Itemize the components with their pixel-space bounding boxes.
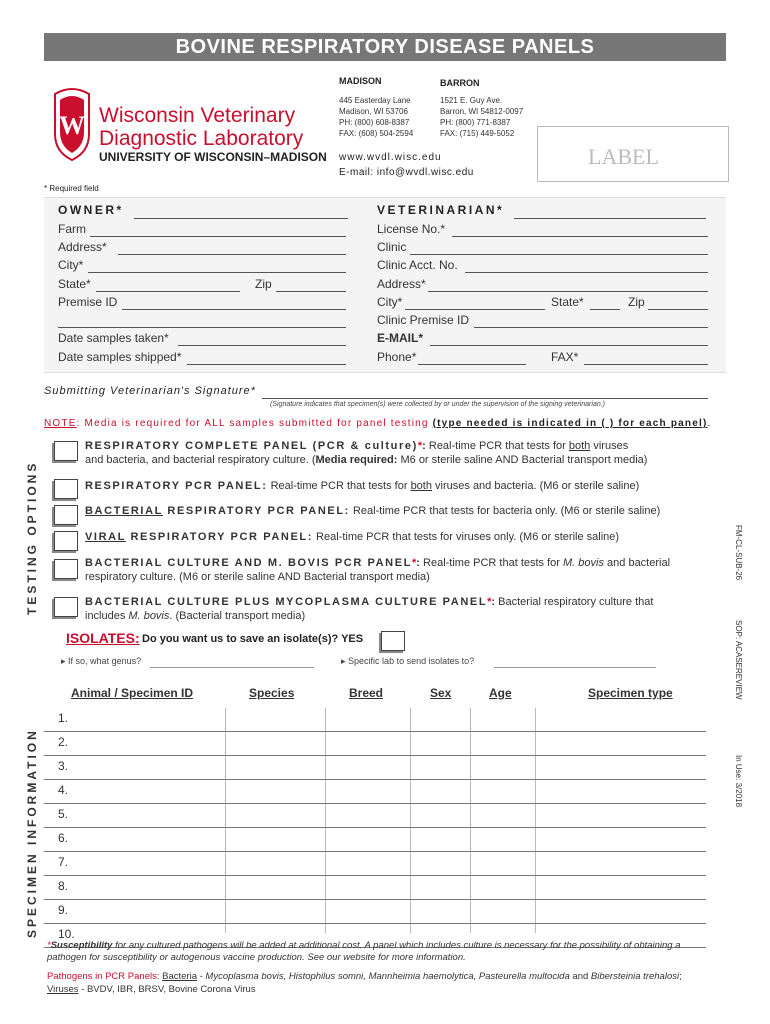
owner-city-field[interactable] bbox=[88, 258, 346, 273]
isolate-lab-field[interactable] bbox=[494, 655, 656, 668]
option-checkbox-mycoplasma[interactable] bbox=[54, 597, 78, 617]
option-bacterial: BACTERIAL RESPIRATORY PCR PANEL: Real-time PCR that tests for bacteria only. (M6 or sterile saline) bbox=[85, 505, 661, 517]
farm-field[interactable] bbox=[90, 222, 346, 237]
isolate-lab-label: ▸ Specific lab to send isolates to? bbox=[341, 656, 475, 666]
premise-field[interactable] bbox=[122, 295, 346, 310]
specimen-table bbox=[44, 708, 706, 948]
isolates-question: Do you want us to save an isolate(s)? YES bbox=[142, 633, 364, 645]
label-box-text: LABEL bbox=[588, 144, 659, 169]
col-animal-id: Animal / Specimen ID bbox=[71, 686, 194, 700]
owner-zip-field[interactable] bbox=[276, 277, 346, 292]
uw-crest-logo bbox=[51, 86, 93, 162]
farm-label: Farm bbox=[58, 222, 86, 236]
option-checkbox-culture-mbovis[interactable] bbox=[54, 559, 78, 579]
vet-state-label: State* bbox=[551, 295, 584, 309]
susceptibility-footnote: *Susceptibility for any cultured pathogens will be added at additional cost. A panel which includes culture is necessary for the possibility of obtaining a pathogen for susceptibility or autogenous vaccine production. See our website for more information. bbox=[47, 940, 681, 963]
vet-email-label: E-MAIL* bbox=[377, 331, 423, 345]
vet-city-label: City* bbox=[377, 295, 403, 309]
license-label: License No.* bbox=[377, 222, 446, 236]
lab-name-line1: Wisconsin Veterinary bbox=[99, 104, 296, 127]
specimen-info-label: SPECIMEN INFORMATION bbox=[25, 728, 39, 938]
table-row[interactable]: 9. bbox=[44, 900, 706, 924]
option-viral: VIRAL RESPIRATORY PCR PANEL: Real-time PCR that tests for viruses only. (M6 or sterile saline) bbox=[85, 531, 620, 543]
vet-fax-field[interactable] bbox=[584, 350, 708, 365]
clinic-field[interactable] bbox=[410, 240, 708, 255]
media-note: NOTE: Media is required for ALL samples submitted for panel testing (type needed is indicated in ( ) for each panel). bbox=[44, 418, 712, 429]
date-taken-label: Date samples taken* bbox=[58, 331, 169, 345]
table-row[interactable]: 1. bbox=[44, 708, 706, 732]
svg-text:W: W bbox=[59, 111, 85, 140]
option-complete: RESPIRATORY COMPLETE PANEL (PCR & culture)*: Real-time PCR that tests for both viruses and bacteria, and bacterial respiratory culture. (Media required: M6 or sterile saline AND Bacterial transport media) bbox=[85, 440, 648, 466]
isolates-yes-checkbox[interactable] bbox=[381, 631, 405, 651]
genus-label: ▸ If so, what genus? bbox=[61, 656, 142, 666]
table-row[interactable]: 4. bbox=[44, 780, 706, 804]
genus-field[interactable] bbox=[150, 655, 314, 668]
table-row[interactable]: 3. bbox=[44, 756, 706, 780]
option-culture-mbovis: BACTERIAL CULTURE AND M. BOVIS PCR PANEL*: Real-time PCR that tests for M. bovis and bacterial respiratory culture. (M6 or sterile saline AND Bacterial transport media) bbox=[85, 557, 671, 583]
clinic-premise-field[interactable] bbox=[474, 313, 708, 328]
vet-address-field[interactable] bbox=[428, 277, 708, 292]
signature-note: (Signature indicates that specimen(s) were collected by or under the supervision of the signing veterinarian.) bbox=[270, 401, 606, 408]
table-row[interactable]: 5. bbox=[44, 804, 706, 828]
owner-state-field[interactable] bbox=[96, 277, 240, 292]
email[interactable]: E-mail: info@wvdl.wisc.edu bbox=[339, 167, 474, 178]
clinic-acct-field[interactable] bbox=[465, 258, 708, 273]
arrow-right-icon: ▸ bbox=[61, 656, 66, 666]
owner-city-label: City* bbox=[58, 258, 84, 272]
date-shipped-field[interactable] bbox=[187, 350, 346, 365]
owner-zip-label: Zip bbox=[255, 277, 272, 291]
university-name: UNIVERSITY OF WISCONSIN–MADISON bbox=[99, 150, 327, 164]
table-row[interactable]: 7. bbox=[44, 852, 706, 876]
col-age: Age bbox=[489, 686, 512, 700]
form-title: BOVINE RESPIRATORY DISEASE PANELS bbox=[44, 33, 726, 61]
arrow-right-icon: ▸ bbox=[341, 656, 346, 666]
clinic-premise-label: Clinic Premise ID bbox=[377, 313, 470, 327]
website[interactable]: www.wvdl.wisc.edu bbox=[339, 152, 442, 163]
col-specimen-type: Specimen type bbox=[588, 686, 673, 700]
vet-zip-field[interactable] bbox=[648, 295, 708, 310]
owner-extra-line[interactable] bbox=[58, 313, 346, 328]
vet-state-field[interactable] bbox=[590, 295, 620, 310]
vet-fax-label: FAX* bbox=[551, 350, 579, 364]
madison-label: MADISON bbox=[339, 76, 382, 86]
col-sex: Sex bbox=[430, 686, 452, 700]
testing-options-label: TESTING OPTIONS bbox=[25, 460, 39, 615]
table-row[interactable]: 2. bbox=[44, 732, 706, 756]
table-row[interactable]: 8. bbox=[44, 876, 706, 900]
vet-phone-field[interactable] bbox=[418, 350, 526, 365]
sop-code: SOP: ACASEREVIEW bbox=[734, 620, 743, 700]
col-species: Species bbox=[249, 686, 295, 700]
form-code: FM-CL-SUB-26 bbox=[734, 525, 743, 581]
owner-header: OWNER* bbox=[58, 203, 124, 217]
vet-email-field[interactable] bbox=[430, 331, 708, 346]
owner-address-field[interactable] bbox=[118, 240, 346, 255]
date-shipped-label: Date samples shipped* bbox=[58, 350, 182, 364]
clinic-label: Clinic bbox=[377, 240, 407, 254]
date-taken-field[interactable] bbox=[178, 331, 346, 346]
vet-header: VETERINARIAN* bbox=[377, 203, 505, 217]
type-needed: (type needed is indicated in ( ) for each panel) bbox=[432, 418, 708, 429]
barron-label: BARRON bbox=[440, 78, 480, 88]
option-pcr: RESPIRATORY PCR PANEL: Real-time PCR that tests for both viruses and bacteria. (M6 or sterile saline) bbox=[85, 480, 640, 492]
license-field[interactable] bbox=[452, 222, 708, 237]
vet-city-field[interactable] bbox=[405, 295, 545, 310]
vet-phone-label: Phone* bbox=[377, 350, 417, 364]
vet-name-field[interactable] bbox=[514, 204, 706, 219]
vet-zip-label: Zip bbox=[628, 295, 645, 309]
lab-name-line2: Diagnostic Laboratory bbox=[99, 127, 304, 150]
in-use-date: In Use: 3/2018 bbox=[734, 755, 743, 808]
isolates-label: ISOLATES: bbox=[66, 630, 140, 646]
required-note: * Required field bbox=[44, 184, 99, 193]
owner-address-label: Address* bbox=[58, 240, 107, 254]
table-row[interactable]: 6. bbox=[44, 828, 706, 852]
clinic-acct-label: Clinic Acct. No. bbox=[377, 258, 458, 272]
note-prefix: NOTE bbox=[44, 418, 77, 429]
option-checkbox-pcr[interactable] bbox=[54, 479, 78, 499]
label-box bbox=[537, 126, 729, 182]
option-checkbox-bacterial[interactable] bbox=[54, 505, 78, 525]
table-row[interactable]: 10. bbox=[44, 924, 706, 948]
signature-label: Submitting Veterinarian's Signature* bbox=[44, 385, 256, 397]
option-checkbox-complete[interactable] bbox=[54, 441, 78, 461]
owner-name-field[interactable] bbox=[134, 204, 348, 219]
signature-field[interactable] bbox=[262, 384, 708, 399]
option-mycoplasma: BACTERIAL CULTURE PLUS MYCOPLASMA CULTURE PANEL*: Bacterial respiratory culture that includes M. bovis. (Bacterial transport media) bbox=[85, 596, 654, 622]
col-breed: Breed bbox=[349, 686, 384, 700]
premise-label: Premise ID bbox=[58, 295, 118, 309]
option-checkbox-viral[interactable] bbox=[54, 531, 78, 551]
vet-address-label: Address* bbox=[377, 277, 426, 291]
barron-address: 1521 E. Guy Ave. Barron, WI 54812-0097 PH: (800) 771-8387 FAX: (715) 449-5052 bbox=[440, 96, 524, 138]
pathogens-info: Pathogens in PCR Panels: Bacteria - Mycoplasma bovis, Histophilus somni, Mannheimia haemolytica, Pasteurella multocida and Bibersteinia trehalosi; Viruses - BVDV, IBR, BRSV, Bovine Corona Virus bbox=[47, 971, 682, 995]
owner-state-label: State* bbox=[58, 277, 91, 291]
madison-address: 445 Easterday Lane Madison, WI 53706 PH: (800) 608-8387 FAX: (608) 504-2594 bbox=[339, 96, 414, 138]
